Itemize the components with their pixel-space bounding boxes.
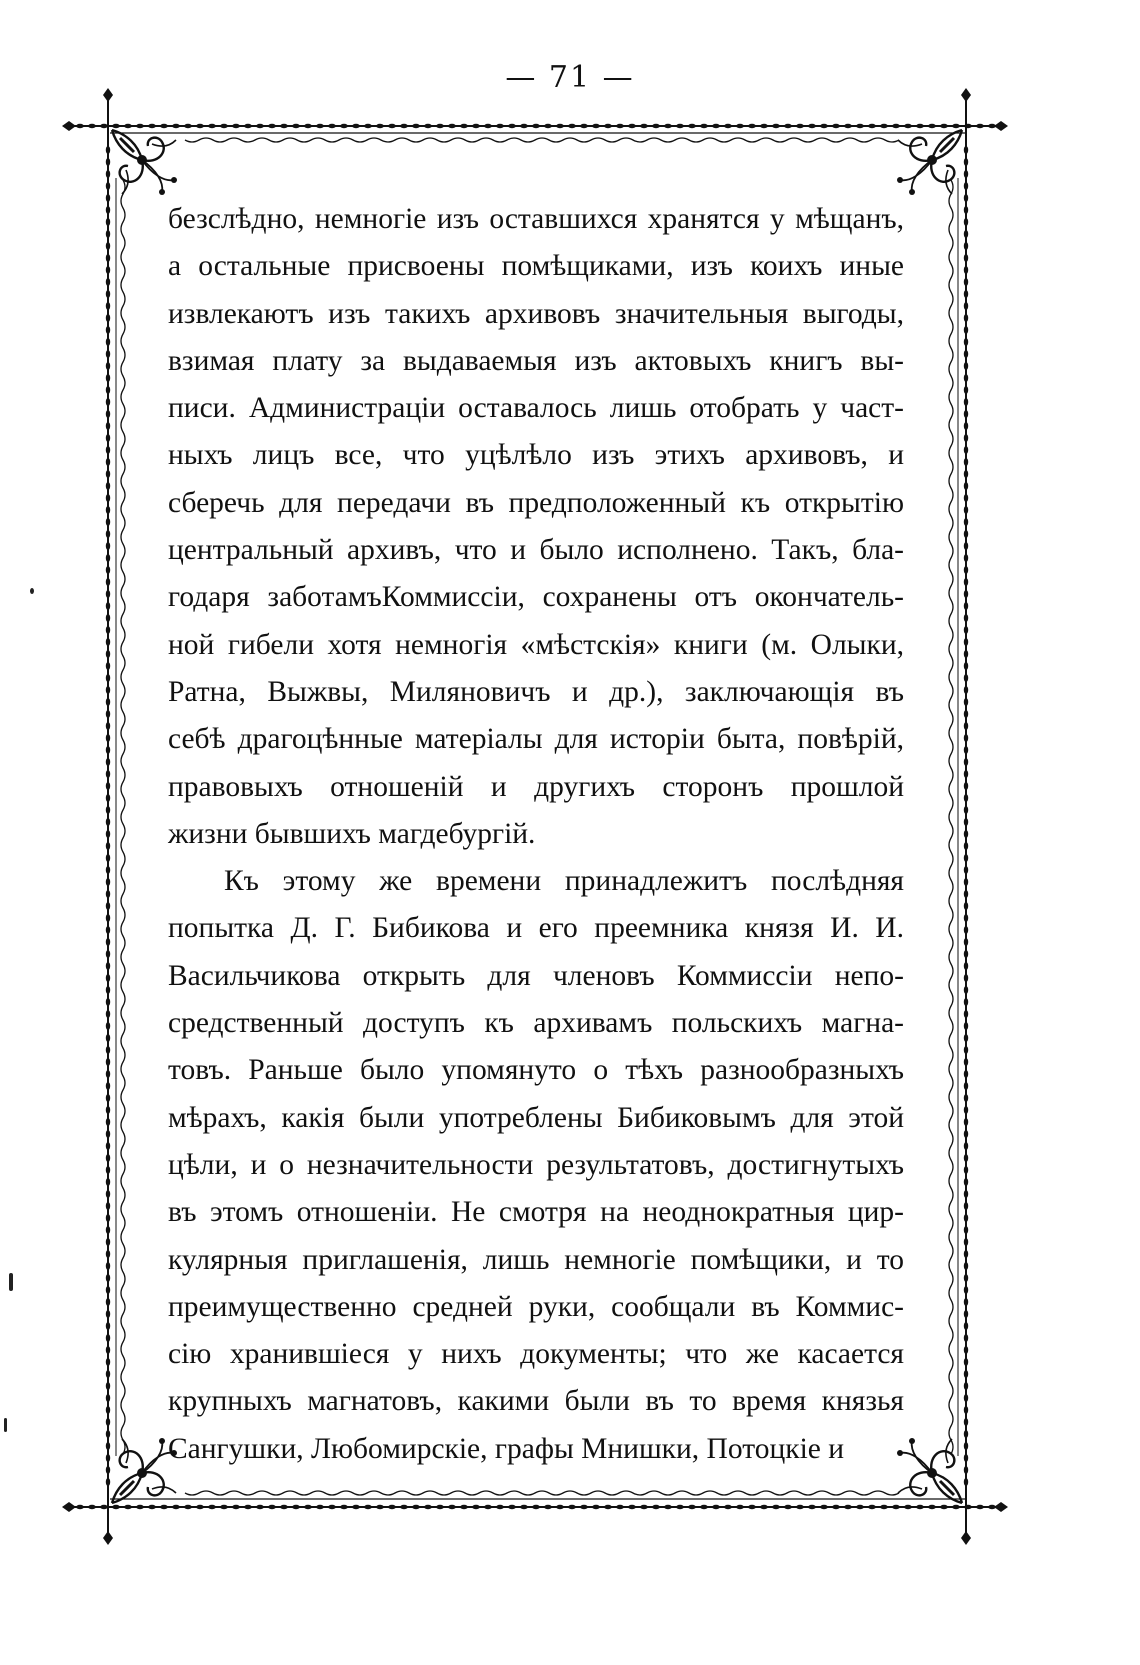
text-line: крупныхъ магнатовъ, какими были въ то время князья <box>168 1385 904 1418</box>
text-line: себѣ драгоцѣнные матеріалы для исторіи быта, повѣрій, <box>168 723 904 756</box>
text-line: Къ этому же времени принадлежитъ послѣдняя <box>224 865 904 898</box>
text-line: правовыхъ отношеній и другихъ сторонъ прошлой <box>168 770 904 803</box>
text-line: взимая плату за выдаваемыя изъ актовыхъ книгъ вы- <box>168 344 904 377</box>
text-line: мѣрахъ, какія были употреблены Бибиковымъ для этой <box>168 1101 904 1134</box>
text-line: сберечь для передачи въ предположенный къ открытію <box>168 486 904 519</box>
paragraph <box>168 858 904 1473</box>
text-line: товъ. Раньше было упомянуто о тѣхъ разнообразныхъ <box>168 1054 904 1087</box>
text-line: въ этомъ отношеніи. Не смотря на неоднократныя цир- <box>168 1196 904 1229</box>
paragraph <box>168 196 904 858</box>
text-line: попытка Д. Г. Бибикова и его преемника князя И. И. <box>168 912 904 945</box>
text-line: центральный архивъ, что и было исполнено. Такъ, бла- <box>168 534 904 567</box>
text-line: Васильчикова открыть для членовъ Коммиссіи непо- <box>168 959 904 992</box>
page-number: — 71 — <box>505 60 635 95</box>
text-line: кулярныя приглашенія, лишь немногіе помѣщики, и то <box>168 1243 904 1276</box>
text-line: годаря заботамъКоммиссіи, сохранены отъ окончатель- <box>168 581 904 614</box>
text-line: цѣли, и о незначительности результатовъ, достигнутыхъ <box>168 1148 904 1181</box>
text-line: преимущественно средней руки, сообщали въ Коммис- <box>168 1290 904 1323</box>
body-text <box>168 196 904 1473</box>
text-line: а остальные присвоены помѣщиками, изъ коихъ иные <box>168 250 904 283</box>
text-line: Ратна, Выжвы, Миляновичъ и др.), заключающія въ <box>168 675 904 708</box>
text-line: ной гибели хотя немногія «мѣстскія» книги (м. Олыки, <box>168 628 904 661</box>
text-line: безслѣдно, немногіе изъ оставшихся хранятся у мѣщанъ, <box>168 203 904 235</box>
text-line: средственный доступъ къ архивамъ польскихъ магна- <box>168 1007 904 1040</box>
text-line: жизни бывшихъ магдебургій. <box>168 817 536 850</box>
text-line: ныхъ лицъ все, что уцѣлѣло изъ этихъ архивовъ, и <box>168 439 904 472</box>
text-line: сію хранившіеся у нихъ документы; что же касается <box>168 1338 904 1371</box>
text-line: писи. Администраціи оставалось лишь отобрать у част- <box>168 392 904 425</box>
text-line: Сангушки, Любомирскіе, графы Мнишки, Потоцкіе и <box>168 1432 845 1465</box>
text-line: извлекаютъ изъ такихъ архивовъ значительныя выгоды, <box>168 297 904 330</box>
